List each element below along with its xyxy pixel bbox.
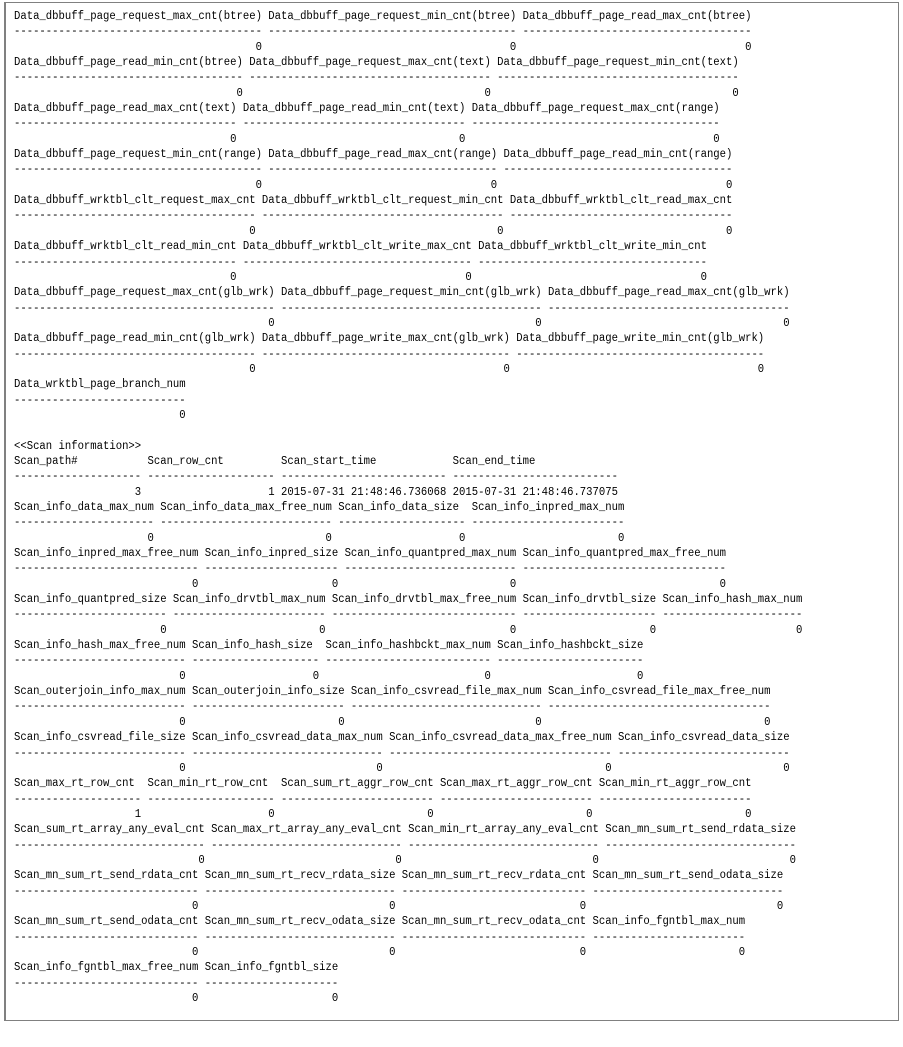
query-statistics-text (14, 10, 802, 1007)
text-line: ----------------------------------- ------------------------------------ ------------------------------------ (14, 255, 707, 270)
text-line: ----------------------------- ------------------------------ ----------------------------- ------------------------ (14, 930, 746, 945)
text-line: 0 0 0 0 (14, 531, 625, 546)
text-line: Data_dbbuff_page_request_min_cnt(range) Data_dbbuff_page_read_max_cnt(range) Data_dbbuff_page_read_min_cnt(range) (14, 148, 733, 162)
output-panel (4, 2, 899, 1021)
text-line: Data_dbbuff_page_request_max_cnt(glb_wrk) Data_dbbuff_page_request_min_cnt(glb_wrk) Data_dbbuff_page_read_max_cnt(glb_wrk) (14, 286, 790, 300)
text-line: Scan_info_fgntbl_max_free_num Scan_info_fgntbl_size (14, 961, 339, 975)
text-line: ------------------------------ ------------------------------ ------------------------------ ------------------------------ (14, 838, 796, 853)
text-line: ------------------------ ------------------------ ----------------------------- --------------------- ---------------------- (14, 608, 803, 623)
text-line: -------------------------------------- -------------------------------------- ----------------------------------- (14, 209, 733, 224)
text-line: -------------------------------------- --------------------------------------- --------------------------------------- (14, 347, 765, 362)
text-line: Scan_outerjoin_info_max_num Scan_outerjoin_info_size Scan_info_csvread_file_max_num Scan_info_csvread_file_max_free_num (14, 685, 771, 699)
text-line: 0 0 0 0 (14, 669, 644, 684)
text-line: Scan_info_csvread_file_size Scan_info_csvread_data_max_num Scan_info_csvread_data_max_free_num Scan_info_csvread_data_size (14, 731, 790, 745)
text-line: 0 (14, 409, 186, 423)
text-line (14, 423, 802, 440)
text-line: Data_dbbuff_wrktbl_clt_request_max_cnt Data_dbbuff_wrktbl_clt_request_min_cnt Data_dbbuff_wrktbl_clt_read_max_cnt (14, 194, 733, 208)
text-line: 0 0 0 (14, 86, 739, 101)
text-line: Scan_info_quantpred_size Scan_info_drvtbl_max_num Scan_info_drvtbl_max_free_num Scan_info_drvtbl_size Scan_info_hash_max_num (14, 593, 803, 607)
text-line: 0 0 0 0 (14, 900, 784, 914)
text-line: ----------------------------- --------------------- --------------------------- -------------------------------- (14, 562, 727, 577)
text-line: Data_dbbuff_page_read_max_cnt(text) Data_dbbuff_page_read_min_cnt(text) Data_dbbuff_page_request_max_cnt(range) (14, 102, 720, 116)
text-line: Scan_sum_rt_array_any_eval_cnt Scan_max_rt_array_any_eval_cnt Scan_min_rt_array_any_eval_cnt Scan_mn_sum_rt_send_rdata_size (14, 823, 796, 837)
text-line: 0 0 0 (14, 225, 733, 239)
text-line: 0 0 0 0 (14, 946, 746, 960)
text-line: 0 0 0 0 (14, 762, 790, 776)
text-line: 0 0 0 (14, 317, 790, 331)
text-line: 0 0 0 0 (14, 716, 771, 730)
text-line: ----------------------------- --------------------- (14, 976, 339, 991)
text-line: Scan_info_hash_max_free_num Scan_info_hash_size Scan_info_hashbckt_max_num Scan_info_hashbckt_size (14, 639, 644, 653)
text-line: Scan_mn_sum_rt_send_odata_cnt Scan_mn_sum_rt_recv_odata_size Scan_mn_sum_rt_recv_odata_cnt Scan_info_fgntbl_max_num (14, 915, 746, 929)
text-line: -------------------- -------------------- ------------------------ ------------------------ ------------------------ (14, 792, 752, 807)
text-line: 0 0 0 (14, 40, 752, 55)
text-line: ------------------------------------ -------------------------------------- -------------------------------------- (14, 71, 739, 86)
text-line: <<Scan information>> (14, 439, 142, 454)
text-line: 0 0 0 (14, 132, 720, 147)
text-line: 0 0 0 0 (14, 577, 727, 592)
text-line: 3 1 2015-07-31 21:48:46.736068 2015-07-31 21:48:46.737075 (14, 485, 618, 500)
text-line: --------------------------------------- --------------------------------------- ------------------------------------ (14, 25, 752, 39)
text-line: --------------------------------------- ------------------------------------ ------------------------------------ (14, 163, 733, 178)
text-line: Scan_mn_sum_rt_send_rdata_cnt Scan_mn_sum_rt_recv_rdata_size Scan_mn_sum_rt_recv_rdata_cnt Scan_mn_sum_rt_send_odata_size (14, 869, 784, 883)
text-line: 0 0 0 (14, 178, 733, 193)
text-line: Data_wrktbl_page_branch_num (14, 378, 186, 392)
text-line: 0 0 (14, 992, 339, 1006)
text-line: 0 0 0 (14, 271, 707, 285)
text-line: ----------------------------------------- ----------------------------------------- -------------------------------------- (14, 301, 790, 316)
text-line: --------------------------- ------------------------ ------------------------------ ----------------------------------- (14, 700, 771, 715)
text-line: Scan_info_data_max_num Scan_info_data_max_free_num Scan_info_data_size Scan_info_inpred_max_num (14, 501, 625, 515)
text-line: Data_dbbuff_page_request_max_cnt(btree) Data_dbbuff_page_request_min_cnt(btree) Data_dbbuff_page_read_max_cnt(btree) (14, 10, 752, 24)
text-line: 0 0 0 0 (14, 854, 796, 868)
text-line: 0 0 0 (14, 363, 765, 377)
text-line: --------------------------- -------------------- -------------------------- ----------------------- (14, 654, 644, 669)
text-line: Scan_path# Scan_row_cnt Scan_start_time Scan_end_time (14, 455, 536, 469)
text-line: 1 0 0 0 0 (14, 808, 752, 822)
text-line: Data_dbbuff_page_read_min_cnt(btree) Data_dbbuff_page_request_max_cnt(text) Data_dbbuff_page_request_min_cnt(text) (14, 56, 739, 70)
text-line: 0 0 0 0 0 (14, 623, 803, 638)
text-line: Data_dbbuff_page_read_min_cnt(glb_wrk) Data_dbbuff_page_write_max_cnt(glb_wrk) Data_dbbuff_page_write_min_cnt(glb_wrk) (14, 332, 765, 346)
text-line: ----------------------------------- ----------------------------------- --------------------------------------- (14, 117, 720, 132)
text-line: Scan_info_inpred_max_free_num Scan_info_inpred_size Scan_info_quantpred_max_num Scan_info_quantpred_max_free_num (14, 547, 727, 561)
text-line: -------------------- -------------------- -------------------------- -------------------------- (14, 470, 618, 484)
text-line: ----------------------------- ------------------------------ ----------------------------- ------------------------------ (14, 884, 784, 899)
text-line: --------------------------- ------------------------------ ----------------------------------- --------------------------- (14, 746, 790, 761)
text-line: --------------------------- (14, 393, 186, 408)
text-line: Scan_max_rt_row_cnt Scan_min_rt_row_cnt Scan_sum_rt_aggr_row_cnt Scan_max_rt_aggr_row_cnt Scan_min_rt_aggr_row_cnt (14, 777, 752, 791)
text-line: ---------------------- --------------------------- -------------------- ------------------------ (14, 516, 625, 530)
text-line: Data_dbbuff_wrktbl_clt_read_min_cnt Data_dbbuff_wrktbl_clt_write_max_cnt Data_dbbuff_wrktbl_clt_write_min_cnt (14, 240, 707, 254)
